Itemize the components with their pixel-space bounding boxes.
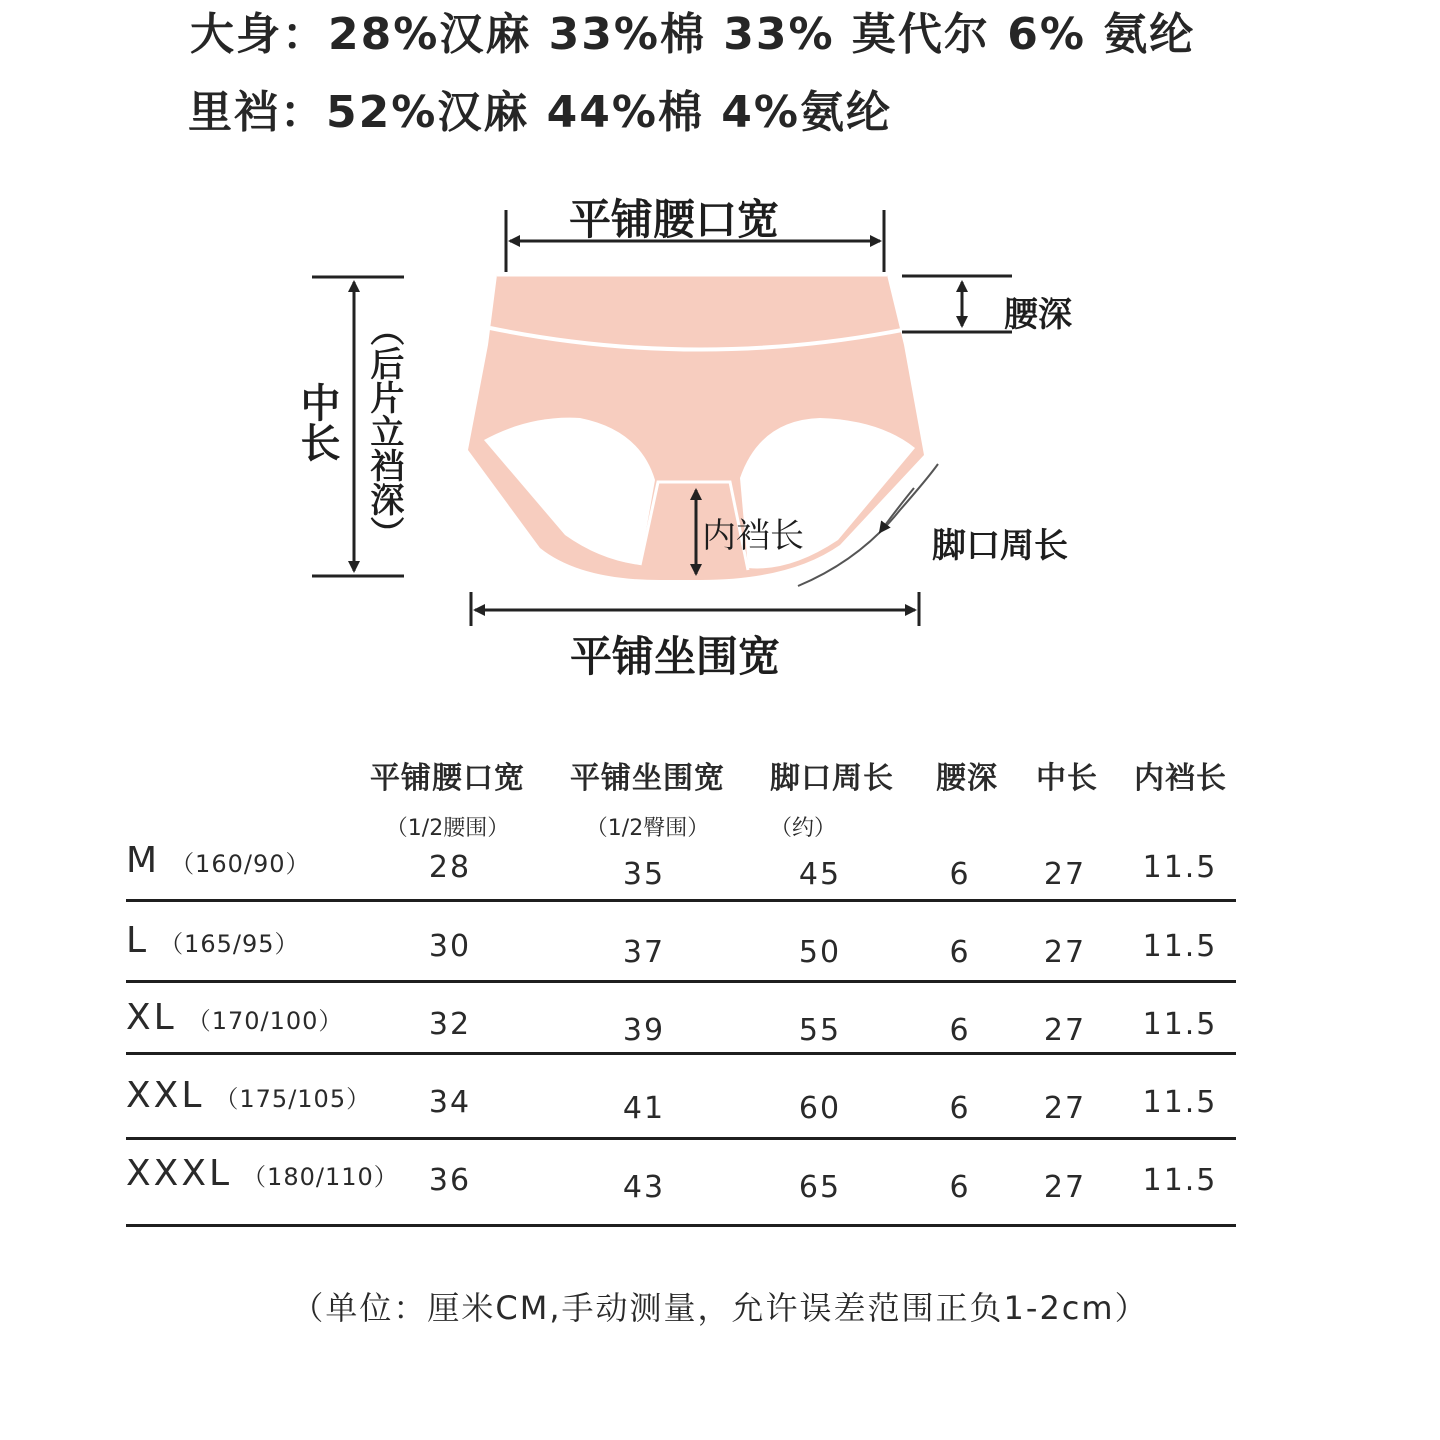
- row-divider: [126, 899, 1236, 902]
- table-cell: 11.5: [1142, 929, 1218, 964]
- table-row-label: [126, 840, 311, 881]
- table-cell: 27: [1043, 857, 1087, 892]
- table-cell: 39: [622, 1013, 666, 1048]
- table-cell: 6: [949, 935, 971, 970]
- header-main: 中长: [1036, 761, 1098, 796]
- table-row-label: [126, 1075, 371, 1116]
- table-cell: 27: [1043, 1091, 1087, 1126]
- header-leg-opening: [770, 753, 894, 842]
- header-sub: （约）: [770, 816, 837, 841]
- size-spec: （180/110）: [242, 1163, 399, 1191]
- waist-depth-label: 腰深: [1004, 295, 1072, 335]
- table-cell: 11.5: [1142, 1163, 1218, 1198]
- table-cell: 30: [428, 929, 472, 964]
- size-name: L: [126, 920, 150, 961]
- size-name: XL: [126, 997, 177, 1038]
- header-hip-width: [570, 753, 725, 842]
- table-row-label: [126, 920, 300, 961]
- table-cell: 11.5: [1142, 850, 1218, 885]
- table-cell: 45: [798, 857, 842, 892]
- middle-length-label: [295, 382, 339, 462]
- table-cell: 55: [798, 1013, 842, 1048]
- table-cell: 11.5: [1142, 1085, 1218, 1120]
- material-crotch: 里裆：52%汉麻 44%棉 4%氨纶: [188, 87, 892, 138]
- table-cell: 65: [798, 1170, 842, 1205]
- inner-crotch-label: 内裆长: [702, 516, 804, 556]
- header-waist-width: [370, 753, 525, 842]
- header-middle-length: [1036, 753, 1098, 797]
- size-spec: （160/90）: [170, 850, 311, 878]
- table-cell: 6: [949, 1013, 971, 1048]
- table-cell: 37: [622, 935, 666, 970]
- header-waist-depth: [936, 753, 998, 797]
- hip-width-label: 平铺坐围宽: [570, 632, 781, 681]
- table-cell: 43: [622, 1170, 666, 1205]
- header-main: 内裆长: [1134, 761, 1227, 796]
- table-row-label: [126, 997, 343, 1038]
- table-cell: 6: [949, 1091, 971, 1126]
- table-cell: 6: [949, 1170, 971, 1205]
- row-divider: [126, 1224, 1236, 1227]
- measurement-diagram: [0, 0, 1440, 700]
- size-name: XXL: [126, 1075, 205, 1116]
- table-cell: 41: [622, 1091, 666, 1126]
- table-cell: 35: [622, 857, 666, 892]
- size-name: XXXL: [126, 1153, 233, 1194]
- briefs-illustration: [0, 0, 1440, 700]
- row-divider: [126, 1137, 1236, 1140]
- table-row-label: [126, 1153, 399, 1194]
- header-sub: （1/2腰围）: [385, 816, 510, 841]
- header-main: 腰深: [936, 761, 998, 796]
- table-cell: 60: [798, 1091, 842, 1126]
- row-divider: [126, 980, 1236, 983]
- back-rise-text: （后片立裆深）: [363, 312, 404, 550]
- header-main: 平铺腰口宽: [370, 761, 525, 796]
- header-main: 平铺坐围宽: [570, 761, 725, 796]
- table-cell: 36: [428, 1163, 472, 1198]
- leg-opening-label: 脚口周长: [932, 526, 1068, 566]
- table-cell: 32: [428, 1007, 472, 1042]
- material-body: 大身：28%汉麻 33%棉 33% 莫代尔 6% 氨纶: [190, 9, 1196, 60]
- size-spec: （165/95）: [159, 930, 300, 958]
- back-rise-label: [361, 312, 405, 550]
- table-cell: 11.5: [1142, 1007, 1218, 1042]
- middle-length-text: 中长: [294, 382, 340, 462]
- measurement-note: （单位：厘米CM,手动测量，允许误差范围正负1-2cm）: [291, 1289, 1149, 1327]
- size-name: M: [126, 840, 161, 881]
- table-cell: 6: [949, 857, 971, 892]
- table-cell: 27: [1043, 1170, 1087, 1205]
- table-cell: 27: [1043, 935, 1087, 970]
- header-sub: （1/2臀围）: [585, 816, 710, 841]
- size-spec: （175/105）: [214, 1085, 372, 1113]
- table-cell: 27: [1043, 1013, 1087, 1048]
- header-inner-crotch: [1134, 753, 1227, 797]
- table-cell: 28: [428, 850, 472, 885]
- waist-width-label: 平铺腰口宽: [569, 195, 780, 244]
- table-cell: 34: [428, 1085, 472, 1120]
- header-main: 脚口周长: [770, 761, 894, 796]
- table-cell: 50: [798, 935, 842, 970]
- size-spec: （170/100）: [186, 1007, 344, 1035]
- row-divider: [126, 1052, 1236, 1055]
